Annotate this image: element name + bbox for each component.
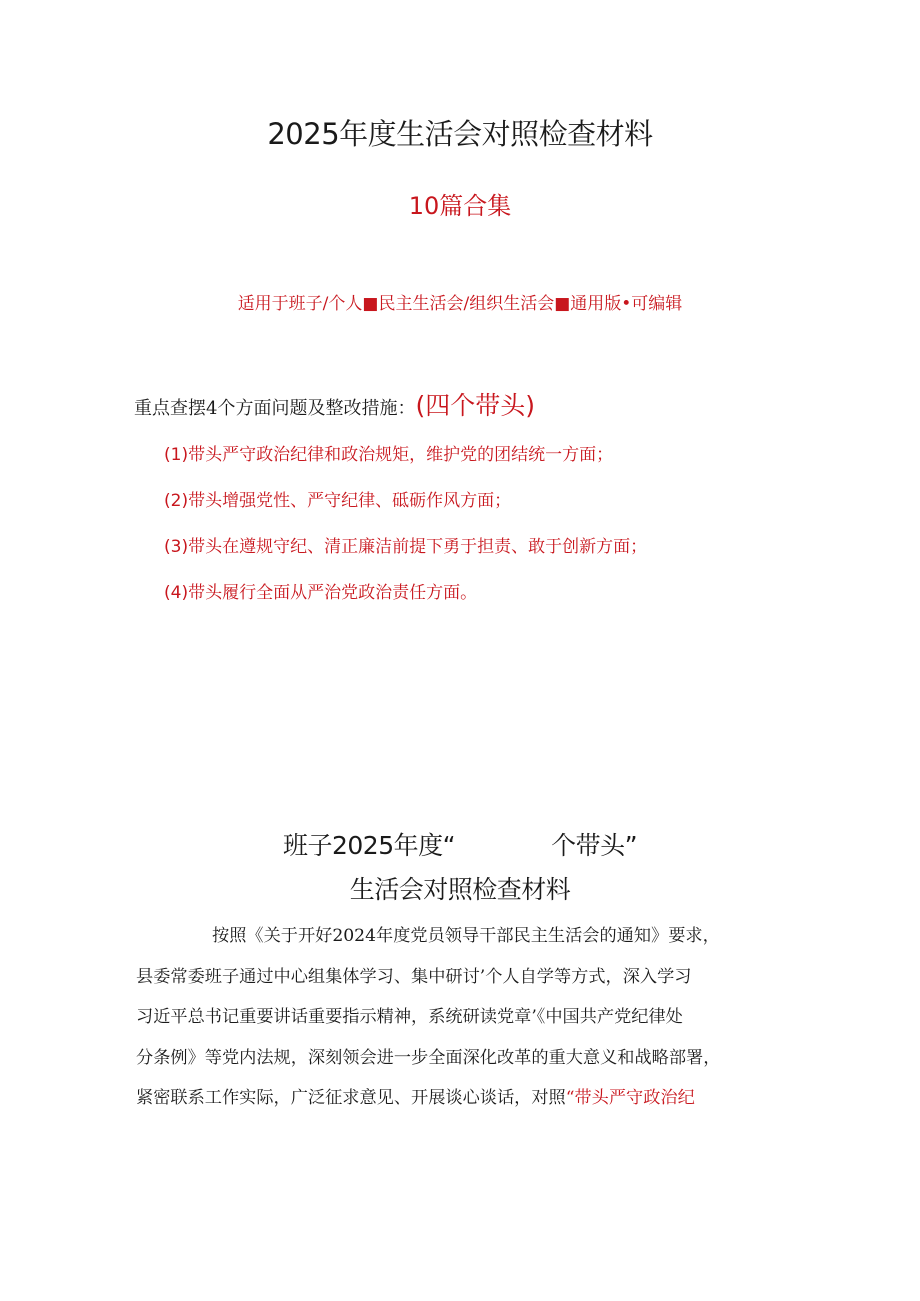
four-leads-list <box>164 444 647 628</box>
body-line: 按照《关于开好2024年度党员领导干部民主生活会的通知》要求， <box>212 926 720 946</box>
section-title-part1: 班子2025年度“ <box>282 831 456 860</box>
item-text: 带头增强党性、严守纪律、砥砺作风方面； <box>188 491 512 511</box>
item-number: (4) <box>164 583 189 603</box>
focus-highlight: (四个带头) <box>415 391 535 420</box>
section-title-line1 <box>0 826 920 862</box>
list-item <box>164 444 647 490</box>
list-item <box>164 536 647 582</box>
body-last-red: “带头严守政治纪 <box>565 1088 695 1108</box>
item-text: 带头严守政治纪律和政治规矩，维护党的团结统一方面； <box>188 445 614 465</box>
list-item <box>164 490 647 536</box>
body-line: 县委常委班子通过中心组集体学习、集中研讨’个人自学等方式，深入学习 <box>136 966 692 987</box>
list-item <box>164 582 647 628</box>
item-number: (3) <box>164 537 189 557</box>
body-line: 习近平总书记重要讲话重要指示精神，系统研读党章’《中国共产党纪律处 <box>136 1007 683 1027</box>
item-number: (1) <box>164 445 189 465</box>
focus-lead-text: 重点查摆4个方面问题及整改措施： <box>134 398 416 419</box>
item-text: 带头履行全面从严治党政治责任方面。 <box>188 583 478 603</box>
item-number: (2) <box>164 491 189 511</box>
body-paragraph <box>136 916 792 1119</box>
body-line: 分条例》等党内法规，深刻领会进一步全面深化改革的重大意义和战略部署， <box>136 1047 721 1068</box>
document-title: 2025年度生活会对照检查材料 <box>267 117 653 151</box>
focus-heading <box>134 386 535 422</box>
section-title-part2: 个带头” <box>551 831 638 860</box>
section-title-line2: 生活会对照检查材料 <box>349 875 571 904</box>
collection-label: 10篇合集 <box>408 192 512 220</box>
applicability-note: 适用于班子/个人■民主生活会/组织生活会■通用版•可编辑 <box>237 294 683 314</box>
body-last-black: 紧密联系工作实际，广泛征求意见、开展谈心谈话，对照 <box>136 1088 566 1108</box>
item-text: 带头在遵规守纪、清正廉洁前提下勇于担责、敢于创新方面； <box>188 537 648 557</box>
body-line-last <box>136 1078 792 1119</box>
